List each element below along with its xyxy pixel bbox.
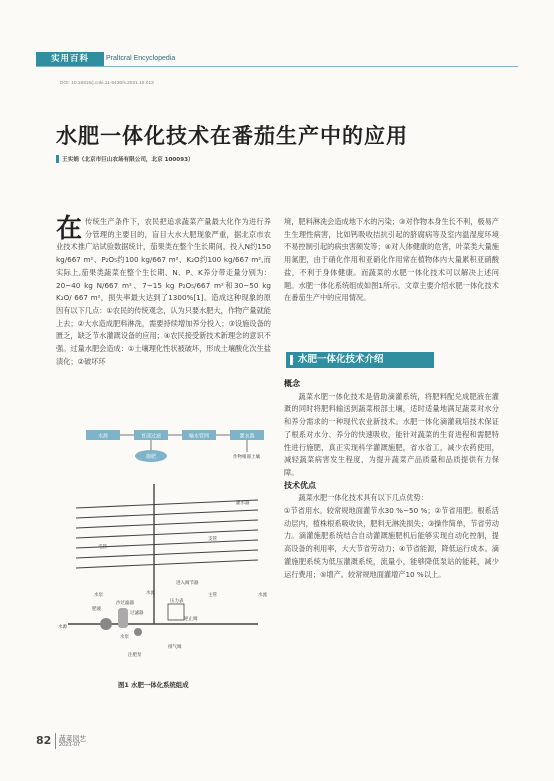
label-fertilizer: 施肥	[145, 454, 157, 460]
concept-heading: 概念	[284, 379, 300, 388]
footer-divider	[55, 733, 56, 749]
section-tag: 实用百科	[36, 52, 104, 66]
advantage-intro: 蔬菜水肥一体化技术具有以下几点优势：	[298, 493, 428, 503]
fert-tank-symbol	[118, 608, 128, 628]
label-emitter: 灌水器	[239, 433, 255, 440]
right-column	[284, 216, 499, 305]
advantage-text: ①节省用水。较常规地面灌节水30 %~50 %；②节省用肥。根系活动层内，植株根系吸收快，肥料无淋洗损失；③操作简单，节省劳动力。滴灌施肥系统结合自动灌溉施肥机后能够实现自动化控制，提高设备的利用率，大大节省劳动力；④节省能源，降低运行成本。滴灌施肥系统为低压灌溉系统，流量小，能够降低泵站的能耗，减少运行费用；⑤增产。较常规地面灌增产10 %以上。	[284, 506, 499, 579]
label-filter: 首部过滤	[140, 433, 162, 440]
advantage-heading: 技术优点	[284, 480, 316, 490]
right-column-lower	[284, 378, 499, 581]
section-tag-english: Praltcral Encyclopedia	[106, 55, 176, 62]
label-water-in: 水源	[58, 625, 67, 630]
pump-symbol	[100, 618, 112, 630]
label-water-source: 水源	[97, 433, 109, 440]
label-water-pump: 水泵	[94, 593, 103, 598]
header-divider	[36, 66, 518, 67]
doi: DOI: 10.16815/j.cnki.11-5436/s.2021.19.013	[60, 81, 154, 86]
injection-pump-symbol	[134, 628, 142, 636]
concept-text: 蔬菜水肥一体化技术是借助滴灌系统，将肥料配兑成肥液在灌溉的同时将肥料输送到蔬菜根部土壤，适时适量地满足蔬菜对水分和养分需求的一种现代农业新技术。水肥一体化滴灌栽培技术保证了根系对水分、养分的快速吸收，能针对蔬菜的生育进程和需肥特性进行施肥，真正实现科学灌溉施肥，省水省工，减少农药使用，减轻蔬菜病害发生程度，为提升蔬菜产品质量和品质提供有力保障。	[284, 391, 499, 477]
label-water-flow-right: 水流	[258, 593, 267, 598]
right-para-1: 境，肥料淋洗会造成地下水的污染；③对作物本身生长不利，极易产生生理性病害，比如钙吸收拮抗引起的脐腐病等及室内温湿度环境不易控制引起的病虫害频发等；④对人体健康的危害，叶菜类大量施用氮肥，由于硝化作用和亚硝化作用常在植物体内大量累积亚硝酸盐，不利于身体健康。而蔬菜的水肥一体化技术可以解决上述问题。水肥一体化系统组成如图1所示。文章主要介绍水肥一体化技术在番茄生产中的应用情况。	[284, 217, 499, 303]
header-bar	[36, 52, 286, 66]
intro-text: 传统生产条件下，农民把追求蔬菜产量最大化作为进行养分管理的主要目的，盲目大水大肥现象严重，据北京市农业技术推广站试验数据统计，茄果类在整个生长期间，投入N约150 kg/667 m²、P₂O₅约100 kg/667 m²、K₂O约100 kg/667 m²,而实际上,茄果类蔬菜在整个生长期、N、P、K养分带走量分别为：20~40 kg N/667 m²、7~15 kg P₂O₅/667 m²和30~50 kg K₂O/ 667 m²，损失率最大达到了1300%[1]。造成这种现象的原因有以下几点：①农民的传统观念，认为只要水肥大，作物产量就能上去；②大水造成肥料淋洗，需要持续增加养分投入；③设施设备的匮乏，缺乏节水灌溉设备的应用；④农民接受新技术新理念的意识不强。过量水肥会造成：①土壤理化性状被破坏，形成土壤酸化次生盐渍化；②破坏环	[56, 217, 271, 366]
label-sand-filter: 沙过滤器	[116, 601, 134, 606]
label-pressure-gauge: 压力表	[170, 599, 184, 604]
label-crop-root: 作物根部土壤	[233, 455, 260, 460]
issue-date: 2021-07	[59, 742, 81, 748]
label-pressure-pump: 注肥泵	[128, 653, 142, 658]
label-screen-filter: 过滤器	[130, 611, 144, 616]
label-lateral: 支管	[208, 537, 217, 542]
label-exhaust: 排气阀	[168, 645, 182, 650]
author-line: 王实娟（北京市巨山农场有限公司，北京 100093）	[62, 157, 194, 163]
intro-paragraph	[56, 216, 271, 368]
figure-caption: 图1 水肥一体化系统组成	[118, 681, 189, 689]
irrigation-system-diagram	[58, 424, 272, 664]
label-inlet-valve: 进入阀节器	[176, 581, 199, 586]
dropcap: 在	[56, 214, 83, 244]
page-number: 82	[36, 734, 52, 747]
label-water-out: 水流	[146, 591, 155, 596]
journal-name: 蔬菜园艺	[59, 735, 87, 743]
label-branch: 毛管	[98, 545, 107, 550]
label-fert-tank: 肥液	[92, 607, 101, 612]
label-emitter2: 灌水器	[236, 501, 250, 506]
left-column	[56, 216, 271, 368]
label-main-line: 主管	[208, 593, 217, 598]
section-heading: 水肥一体化技术介绍	[286, 352, 434, 368]
article-title: 水肥一体化技术在番茄生产中的应用	[56, 124, 408, 148]
drip-lines	[76, 500, 258, 568]
filter-unit	[168, 604, 184, 620]
label-main-pipe: 输水管网	[188, 433, 210, 440]
label-check-valve: 逆止阀	[184, 617, 198, 622]
label-pump-mark: 水泵	[120, 635, 129, 640]
author-marker	[56, 155, 59, 163]
